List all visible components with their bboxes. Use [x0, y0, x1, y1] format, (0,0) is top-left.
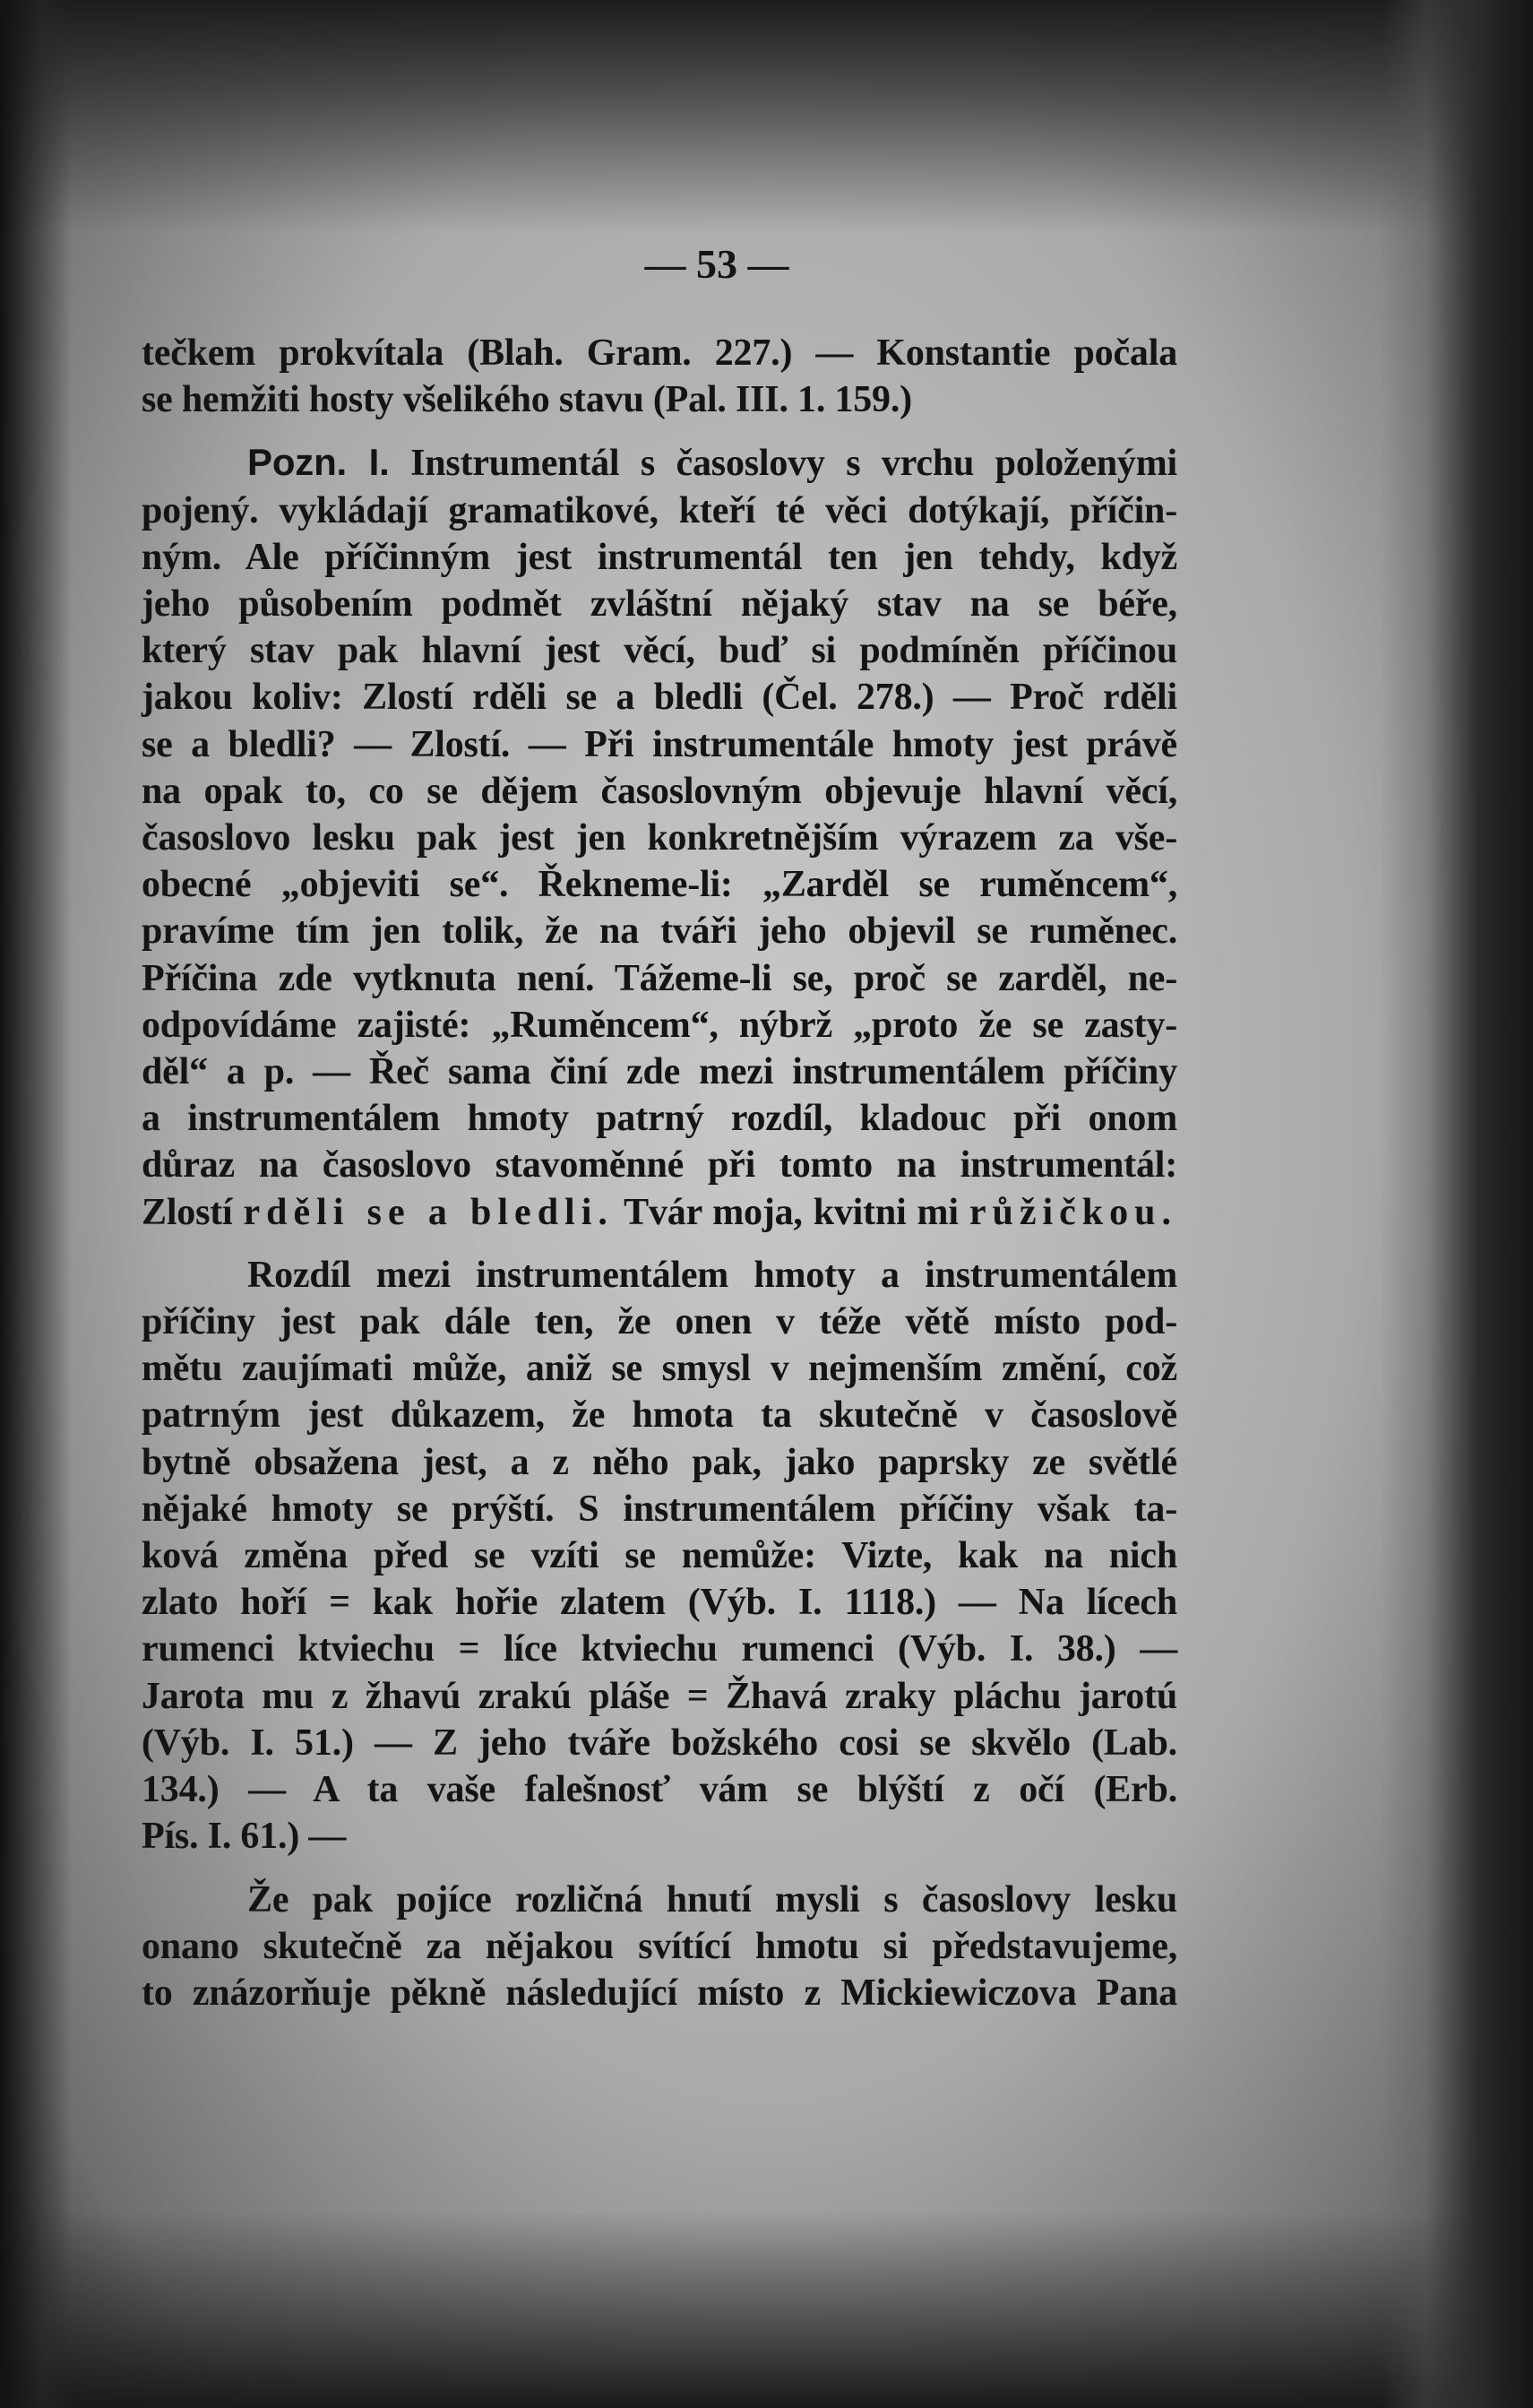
example-text: Tvár moja, kvitni mi: [624, 1191, 959, 1233]
text-line: mětu zaujímati může, aniž se smysl v nejmenším změní, což: [142, 1348, 1177, 1390]
text-line: [142, 439, 1177, 487]
text-line: příčiny jest pak dále ten, že onen v téže větě místo pod-: [142, 1301, 1177, 1343]
scan-shadow-top: [0, 0, 1533, 233]
text-line: zlato hoří = kak hořie zlatem (Výb. I. 1118.) — Na lícech: [142, 1582, 1177, 1624]
text-line: 134.) — A ta vaše falešnosť vám se blýští z očí (Erb.: [142, 1769, 1177, 1811]
text-line: onano skutečně za nějakou svítící hmotu si představujeme,: [142, 1925, 1177, 1967]
text-line: časoslovo lesku pak jest jen konkretnějším výrazem za vše-: [142, 817, 1177, 859]
paragraph-2: [142, 439, 1177, 1235]
page-body: [142, 330, 1177, 2016]
text-line: to znázorňuje pěkně následující místo z Mickiewiczova Pana: [142, 1972, 1177, 2014]
paragraph-1: [142, 330, 1177, 423]
text-line: (Výb. I. 51.) — Z jeho tváře božského cosi se skvělo (Lab.: [142, 1722, 1177, 1764]
text-line: pravíme tím jen tolik, že na tváři jeho objevil se ruměnec.: [142, 911, 1177, 953]
text-line: bytně obsažena jest, a z něho pak, jako paprsky ze světlé: [142, 1441, 1177, 1483]
note-heading: Pozn. I.: [247, 441, 390, 484]
text-line: Jarota mu z žhavú zrakú pláše = Žhavá zraky pláchu jarotú: [142, 1675, 1177, 1717]
page-number: — 53 —: [644, 241, 789, 287]
example-word: Zlostí: [142, 1191, 233, 1233]
scan-shadow-right: [1381, 0, 1533, 2408]
note-first-line: Instrumentál s časoslovy s vrchu položenými: [410, 443, 1177, 485]
text-line: důraz na časoslovo stavoměnné při tomto na instrumentál:: [142, 1144, 1177, 1187]
text-line: patrným jest důkazem, že hmota ta skutečně v časoslově: [142, 1394, 1177, 1437]
text-line: jeho působením podmět zvláštní nějaký stav na se béře,: [142, 583, 1177, 626]
text-line: tečkem prokvítala (Blah. Gram. 227.) — Konstantie počala: [142, 332, 1177, 374]
text-line: obecné „objeviti se“. Řekneme-li: „Zarděl se ruměncem“,: [142, 864, 1177, 906]
text-line: se a bledli? — Zlostí. — Při instrumentále hmoty jest právě: [142, 723, 1177, 765]
text-line: [142, 1189, 1177, 1236]
paragraph-3: [142, 1252, 1177, 1860]
text-line: Že pak pojíce rozličná hnutí mysli s časoslovy lesku: [247, 1878, 1177, 1920]
paragraph-4: [142, 1877, 1177, 2017]
text-line: pojený. vykládají gramatikové, kteří té věci dotýkají, příčin-: [142, 489, 1177, 531]
text-line: děl“ a p. — Řeč sama činí zde mezi instrumentálem příčiny: [142, 1051, 1177, 1093]
text-line: odpovídáme zajisté: „Ruměncem“, nýbrž „proto že se zasty-: [142, 1004, 1177, 1046]
example-spaced: růžičkou.: [969, 1191, 1177, 1233]
text-line: nějaké hmoty se prýští. S instrumentálem příčiny však ta-: [142, 1488, 1177, 1530]
text-line: Příčina zde vytknuta není. Tážeme-li se, proč se zarděl, ne-: [142, 957, 1177, 999]
text-line: na opak to, co se dějem časoslovným objevuje hlavní věcí,: [142, 770, 1177, 812]
text-line: ková změna před se vzíti se nemůže: Vizte, kak na nich: [142, 1535, 1177, 1577]
scan-shadow-left: [0, 0, 72, 2408]
text-line: který stav pak hlavní jest věcí, buď si podmíněn příčinou: [142, 630, 1177, 672]
scan-shadow-bottom: [0, 2211, 1533, 2408]
text-line: Pís. I. 61.) —: [142, 1816, 347, 1858]
text-line: rumenci ktviechu = líce ktviechu rumenci (Výb. I. 38.) —: [142, 1628, 1177, 1670]
example-spaced: rděli se a bledli.: [243, 1191, 614, 1233]
text-line: ným. Ale příčinným jest instrumentál ten jen tehdy, když: [142, 536, 1177, 578]
text-line: se hemžiti hosty všelikého stavu (Pal. III. 1. 159.): [142, 379, 912, 421]
text-line: a instrumentálem hmoty patrný rozdíl, kladouc při onom: [142, 1098, 1177, 1140]
text-line: Rozdíl mezi instrumentálem hmoty a instrumentálem: [247, 1254, 1177, 1296]
text-line: jakou koliv: Zlostí rděli se a bledli (Čel. 278.) — Proč rděli: [142, 677, 1177, 719]
